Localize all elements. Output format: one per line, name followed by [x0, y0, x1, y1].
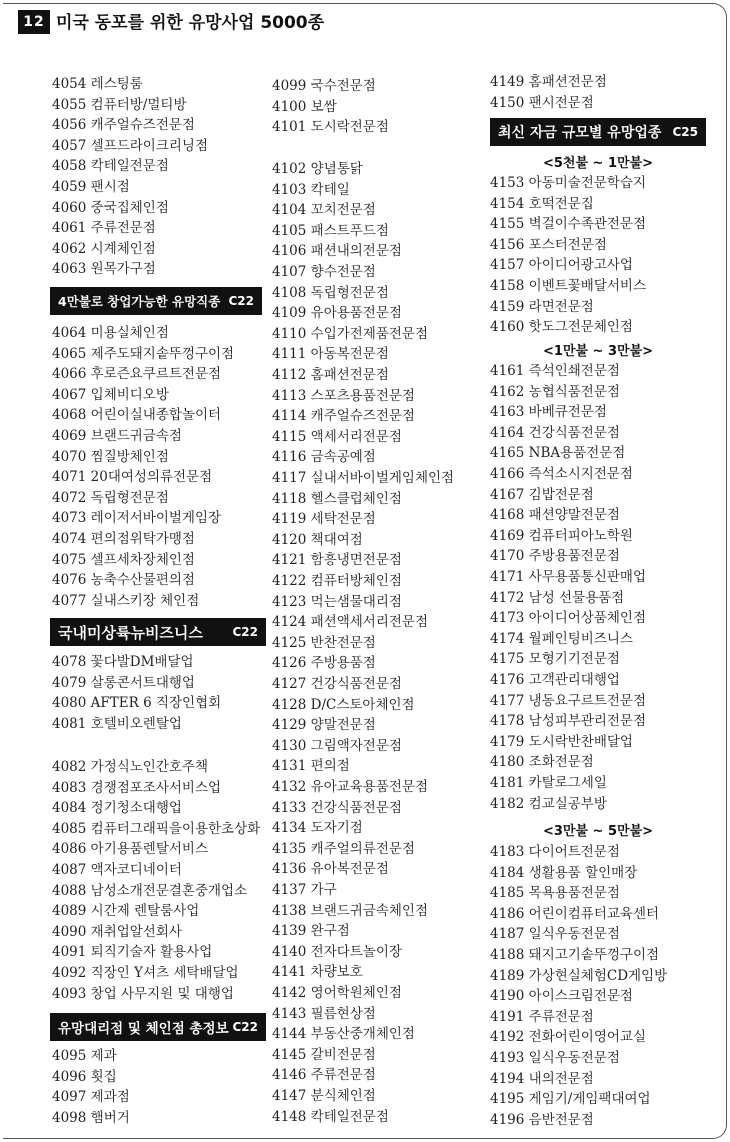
list-item: 4066 후로즌요쿠르트전문점	[52, 366, 222, 383]
list-item: 4188 돼지고기솥뚜껑구이점	[490, 947, 660, 963]
list-item: 4163 바베큐전문점	[490, 404, 607, 421]
list-item: 4160 핫도그전문체인점	[490, 319, 633, 336]
list-item: 4125 반찬전문점	[272, 634, 376, 651]
list-item: 4104 꼬치전문점	[272, 202, 376, 219]
list-item: 4088 남성소개전문결혼중개업소	[52, 882, 248, 899]
list-item: 4076 농축수산물편의점	[52, 572, 195, 589]
list-item: 4185 목욕용품전문점	[490, 885, 620, 902]
list-item: 4164 건강식품전문점	[490, 424, 620, 441]
list-item: 4187 일식우동전문점	[490, 926, 620, 943]
list-item: 4142 영어학원체인점	[272, 985, 402, 1001]
list-item: 4121 함흥냉면전문점	[272, 552, 402, 569]
list-item: 4089 시간제 렌탈룸사업	[52, 903, 200, 920]
list-item: 4099 국수전문점	[272, 78, 376, 94]
price-range-subhead: <3만불 ~ 5만불>	[542, 824, 654, 839]
list-item: 4147 분식체인점	[272, 1088, 376, 1104]
list-item: 4170 주방용품전문점	[490, 548, 620, 565]
list-item: 4181 카탈로그세일	[490, 775, 607, 791]
list-item: 4195 게임기/게임팩대여업	[490, 1091, 651, 1108]
list-item: 4155 벽걸이수족관전문점	[490, 216, 647, 233]
price-range-subhead: <5천불 ~ 1만불>	[542, 156, 654, 171]
list-item: 4100 보쌈	[272, 98, 337, 115]
list-item: 4063 원목가구점	[52, 261, 156, 278]
list-item: 4194 내의전문점	[490, 1070, 594, 1087]
list-item: 4083 경쟁점포조사서비스업	[52, 779, 222, 796]
list-item: 4079 살롱콘서트대행업	[52, 674, 195, 691]
page-header	[0, 0, 730, 44]
list-item: 4177 냉동요구르트전문점	[490, 692, 647, 709]
list-item: 4128 D/C스토아체인점	[272, 696, 415, 713]
list-item: 4061 주류전문점	[52, 220, 156, 237]
list-item: 4119 세탁전문점	[272, 511, 376, 528]
list-item: 4149 홈패션전문점	[490, 74, 607, 90]
list-item: 4072 독립형전문점	[52, 489, 169, 506]
list-item: 4144 부동산중개체인점	[272, 1026, 415, 1043]
section-banner	[50, 1013, 266, 1041]
list-item: 4113 스포츠용품전문점	[272, 387, 415, 404]
list-item: 4189 가상현실체험CD게임방	[490, 967, 668, 984]
list-item: 4071 20대여성의류전문점	[52, 469, 213, 486]
list-item: 4108 독립형전문점	[272, 284, 389, 301]
section-banner-label: 국내미상륙뉴비즈니스	[58, 623, 203, 642]
list-item: 4122 컴퓨터방체인점	[272, 573, 402, 589]
list-item: 4176 고객관리대행업	[490, 672, 620, 688]
list-item: 4075 셀프세차장체인점	[52, 551, 195, 568]
list-item: 4172 남성 선물용품점	[490, 589, 625, 606]
list-item: 4133 건강식품전문점	[272, 799, 402, 816]
list-item: 4117 실내서바이벌게임체인점	[272, 470, 455, 486]
list-item: 4105 패스트푸드점	[272, 222, 389, 239]
list-item: 4109 유아용품전문점	[272, 305, 402, 322]
list-item: 4080 AFTER 6 직장인협회	[52, 695, 222, 712]
list-item: 4095 제과	[52, 1048, 117, 1064]
list-item: 4127 건강식품전문점	[272, 676, 402, 692]
list-item: 4081 호텔비오렌탈업	[52, 715, 182, 732]
list-item: 4074 편의점위탁가맹점	[52, 531, 195, 547]
list-item: 4162 농협식품전문점	[490, 383, 620, 400]
list-item: 4183 다이어트전문점	[490, 844, 620, 860]
list-item: 4166 즉석소시지전문점	[490, 466, 633, 482]
list-item: 4175 모형기기전문점	[490, 651, 620, 668]
list-item: 4193 일식우동전문점	[490, 1050, 620, 1066]
list-item: 4137 가구	[272, 882, 337, 898]
list-item: 4090 재취업알선회사	[52, 923, 182, 940]
list-item: 4073 레이저서바이벌게임장	[52, 510, 222, 527]
list-item: 4111 아동복전문점	[272, 346, 389, 363]
section-banner	[50, 618, 266, 646]
list-item: 4082 가정식노인간호주책	[52, 759, 209, 775]
section-banner-code: C22	[228, 294, 254, 308]
list-item: 4106 패션내의전문점	[272, 243, 402, 260]
list-item: 4153 아동미술전문학습지	[490, 175, 647, 191]
list-item: 4126 주방용품점	[272, 655, 376, 672]
list-item: 4158 이벤트꽃배달서비스	[490, 278, 647, 294]
list-item: 4196 음반전문점	[490, 1111, 594, 1128]
list-item: 4169 컴퓨터피아노학원	[490, 527, 633, 544]
list-item: 4096 횟집	[52, 1068, 117, 1085]
section-banner-label: 최신 자금 규모별 유망업종	[498, 125, 662, 141]
page-title: 미국 동포를 위한 유망사업 5000종	[56, 13, 325, 33]
list-item: 4120 책대여점	[272, 531, 363, 548]
list-item: 4191 주류전문점	[490, 1008, 594, 1025]
list-item: 4064 미용실체인점	[52, 325, 169, 341]
list-item: 4138 브랜드귀금속체인점	[272, 902, 429, 919]
list-item: 4159 라면전문점	[490, 298, 594, 315]
list-item: 4136 유아복전문점	[272, 861, 389, 878]
list-item: 4171 사무용품통신판매업	[490, 569, 647, 585]
list-item: 4182 컴교실공부방	[490, 795, 607, 812]
list-item: 4055 컴퓨터방/멀티방	[52, 96, 187, 113]
list-item: 4118 헬스클럽체인점	[272, 490, 402, 507]
list-item: 4173 아이디어상품체인점	[490, 610, 647, 627]
list-item: 4184 생활용품 할인매장	[490, 864, 638, 881]
list-item: 4098 햄버거	[52, 1109, 130, 1126]
section-banner	[490, 118, 706, 146]
list-item: 4157 아이디어광고사업	[490, 257, 633, 274]
list-item: 4086 아기용품렌탈서비스	[52, 841, 209, 858]
list-item: 4068 어린이실내종합놀이터	[52, 407, 222, 424]
section-banner-label: 4만불로 창업가능한 유망직종	[58, 294, 221, 309]
list-item: 4101 도시락전문점	[272, 119, 389, 136]
list-item: 4114 캐주얼슈즈전문점	[272, 408, 415, 425]
list-item: 4107 향수전문점	[272, 264, 376, 280]
list-item: 4092 직장인 Y셔츠 세탁배달업	[52, 965, 239, 981]
list-item: 4093 창업 사무지원 및 대행업	[52, 985, 234, 1002]
section-banner-label: 유망대리점 및 체인점 총정보	[58, 1021, 229, 1037]
list-item: 4145 갈비전문점	[272, 1046, 376, 1063]
price-range-subhead: <1만불 ~ 3만불>	[542, 344, 654, 359]
list-item: 4097 제과점	[52, 1089, 130, 1106]
list-item: 4143 필름현상점	[272, 1005, 376, 1022]
list-item: 4069 브랜드귀금속점	[52, 428, 182, 444]
list-item: 4140 전자다트놀이장	[272, 943, 402, 960]
section-banner	[50, 287, 262, 315]
list-item: 4085 컴퓨터그래픽을이용한초상화	[52, 820, 261, 837]
list-item: 4056 캐주얼슈즈전문점	[52, 117, 195, 134]
list-item: 4059 팬시점	[52, 179, 130, 195]
list-item: 4116 금속공예점	[272, 449, 376, 466]
list-item: 4146 주류전문점	[272, 1067, 376, 1084]
list-item: 4065 제주도돼지솥뚜껑구이점	[52, 345, 235, 362]
list-item: 4154 호떡전문집	[490, 195, 594, 212]
list-item: 4067 입체비디오방	[52, 386, 169, 403]
list-item: 4091 퇴직기술자 활용사업	[52, 944, 213, 961]
list-item: 4134 도자기점	[272, 820, 363, 837]
section-banner-code: C22	[232, 625, 258, 639]
list-item: 4054 레스팅룸	[52, 76, 143, 92]
list-item: 4103 칵테일	[272, 181, 350, 198]
list-item: 4077 실내스키장 체인점	[52, 592, 200, 609]
list-item: 4161 즉석인쇄전문점	[490, 363, 620, 379]
list-item: 4087 액자코디네이터	[52, 862, 182, 878]
list-item: 4192 전화어린이영어교실	[490, 1029, 647, 1046]
section-banner-code: C22	[232, 1020, 258, 1034]
list-item: 4186 어린이컴퓨터교육센터	[490, 905, 660, 922]
list-item: 4084 정기청소대행업	[52, 800, 182, 817]
list-item: 4174 월페인팅비즈니스	[490, 630, 633, 647]
list-item: 4078 꽃다발DM배달업	[52, 654, 194, 670]
list-item: 4110 수입가전제품전문점	[272, 325, 429, 342]
list-item: 4141 차량보호	[272, 964, 363, 981]
list-item: 4150 팬시전문점	[490, 94, 594, 111]
page-number: 12	[18, 10, 50, 34]
list-item: 4130 그림액자전문점	[272, 737, 402, 754]
list-item: 4168 패션양말전문점	[490, 507, 620, 524]
list-item: 4115 액세서리전문점	[272, 428, 402, 445]
list-item: 4058 칵테일전문점	[52, 158, 169, 175]
list-item: 4129 양말전문점	[272, 717, 376, 734]
list-item: 4057 셀프드라이크리닝점	[52, 137, 209, 154]
list-item: 4165 NBA용품전문점	[490, 445, 626, 462]
list-item: 4167 김밥전문점	[490, 486, 594, 503]
list-item: 4132 유아교육용품전문점	[272, 779, 429, 795]
list-item: 4190 아이스크림전문점	[490, 988, 633, 1005]
list-item: 4139 완구점	[272, 923, 350, 940]
list-item: 4124 패션액세서리전문점	[272, 614, 429, 631]
list-item: 4123 먹는샘물대리점	[272, 593, 402, 610]
list-item: 4131 편의점	[272, 758, 350, 775]
section-banner-code: C25	[672, 125, 698, 139]
list-item: 4148 칵테일전문점	[272, 1108, 389, 1125]
list-item: 4156 포스터전문점	[490, 236, 607, 253]
list-item: 4178 남성피부관리전문점	[490, 713, 647, 730]
list-item: 4179 도시락반찬배달업	[490, 733, 633, 750]
list-item: 4070 찜질방체인점	[52, 448, 169, 465]
list-item: 4060 중국집체인점	[52, 199, 169, 216]
list-item: 4062 시계체인점	[52, 240, 156, 257]
list-item: 4180 조화전문점	[490, 754, 594, 771]
list-item: 4135 캐주얼의류전문점	[272, 840, 415, 857]
list-item: 4102 양념통닭	[272, 161, 363, 177]
list-item: 4112 홈패션전문점	[272, 367, 389, 383]
